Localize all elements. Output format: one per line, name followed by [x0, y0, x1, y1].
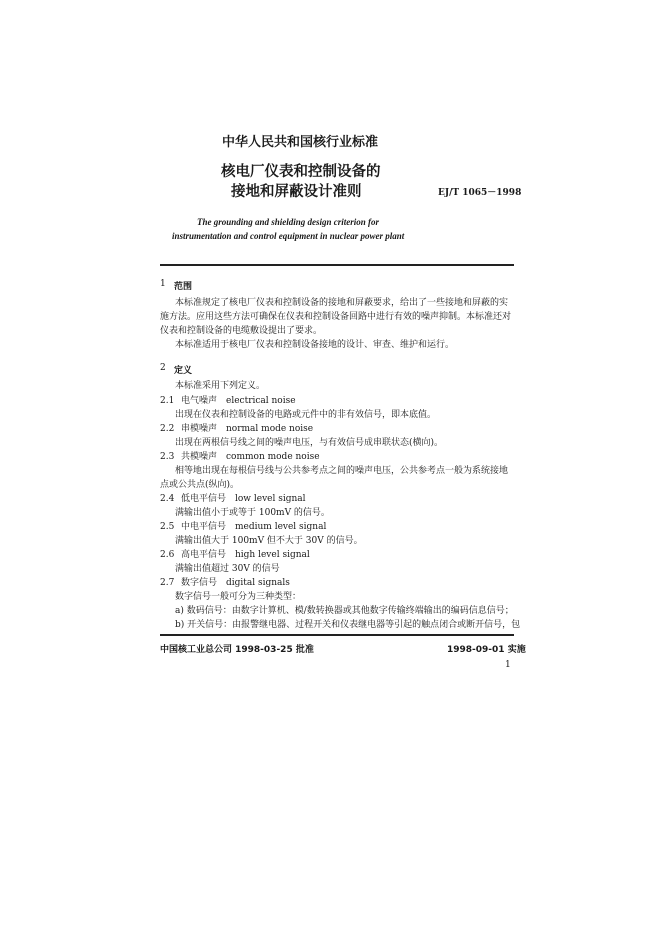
definition-2-5-text: 满输出值大于 100mV 但不大于 30V 的信号。	[175, 536, 363, 546]
section-1-number: 1	[160, 279, 166, 289]
definition-2-5-term: 中电平信号 medium level signal	[181, 522, 327, 532]
definition-2-4-term: 低电平信号 low level signal	[181, 494, 306, 504]
definition-2-3-text-line-2: 点或公共点(纵向)。	[160, 480, 240, 490]
standard-category: 中华人民共和国核行业标准	[222, 135, 379, 150]
definition-2-6-text: 满输出值超过 30V 的信号	[175, 564, 280, 574]
section-2-title: 定义	[174, 366, 193, 376]
section-2-intro: 本标准采用下列定义。	[175, 381, 266, 391]
section-2-number: 2	[160, 363, 166, 373]
definition-2-5-number: 2.5	[160, 522, 175, 532]
definition-2-7-text: 数字信号一般可分为三种类型：	[175, 592, 302, 602]
definition-2-1-text: 出现在仪表和控制设备的电路或元件中的非有效信号，即本底值。	[175, 410, 437, 420]
definition-2-2-number: 2.2	[160, 424, 175, 434]
section-1-para-1-line-2: 施方法。应用这些方法可确保在仪表和控制设备回路中进行有效的噪声抑制。本标准还对	[160, 312, 512, 322]
english-title-line-2: instrumentation and control equipment in nuclear power plant	[172, 231, 405, 241]
definition-2-6-number: 2.6	[160, 550, 175, 560]
header-divider	[160, 264, 514, 266]
definition-2-3-term: 共模噪声 common mode noise	[181, 452, 320, 462]
definition-2-7-term: 数字信号 digital signals	[181, 578, 290, 588]
page-number: 1	[505, 660, 511, 670]
title-line-1: 核电厂仪表和控制设备的	[221, 164, 381, 180]
definition-2-2-term: 串模噪声 normal mode noise	[181, 424, 314, 434]
definition-2-2-text: 出现在两根信号线之间的噪声电压，与有效信号成串联状态(横向)。	[175, 438, 444, 448]
section-1-title: 范围	[174, 282, 193, 292]
title-line-2: 接地和屏蔽设计准则	[231, 184, 362, 200]
section-1-para-1-line-3: 仪表和控制设备的电缆敷设提出了要求。	[160, 326, 323, 336]
definition-2-3-number: 2.3	[160, 452, 175, 462]
standard-code: EJ/T 1065－1998	[438, 188, 522, 198]
definition-2-7-number: 2.7	[160, 578, 175, 588]
english-title-line-1: The grounding and shielding design criterion for	[197, 217, 380, 227]
definition-2-4-text: 满输出值小于或等于 100mV 的信号。	[175, 508, 330, 518]
definition-2-6-term: 高电平信号 high level signal	[181, 550, 310, 560]
definition-2-1-number: 2.1	[160, 396, 175, 406]
section-1-para-2: 本标准适用于核电厂仪表和控制设备接地的设计、审查、维护和运行。	[175, 340, 455, 350]
definition-2-4-number: 2.4	[160, 494, 175, 504]
section-1-para-1-line-1: 本标准规定了核电厂仪表和控制设备的接地和屏蔽要求，给出了一些接地和屏蔽的实	[175, 298, 509, 308]
effective-date: 1998-09-01 实施	[447, 645, 526, 655]
definition-2-7-item-a: a) 数码信号：由数字计算机、模/数转换器或其他数字传输终端输出的编码信息信号；	[175, 606, 514, 616]
definition-2-7-item-b: b) 开关信号：由报警继电器、过程开关和仪表继电器等引起的触点闭合或断开信号，包	[175, 620, 521, 630]
footer-divider	[160, 634, 514, 636]
definition-2-3-text-line-1: 相等地出现在每根信号线与公共参考点之间的噪声电压，公共参考点一般为系统接地	[175, 466, 509, 476]
approval-date: 中国核工业总公司 1998-03-25 批准	[160, 645, 314, 655]
definition-2-1-term: 电气噪声 electrical noise	[181, 396, 296, 406]
